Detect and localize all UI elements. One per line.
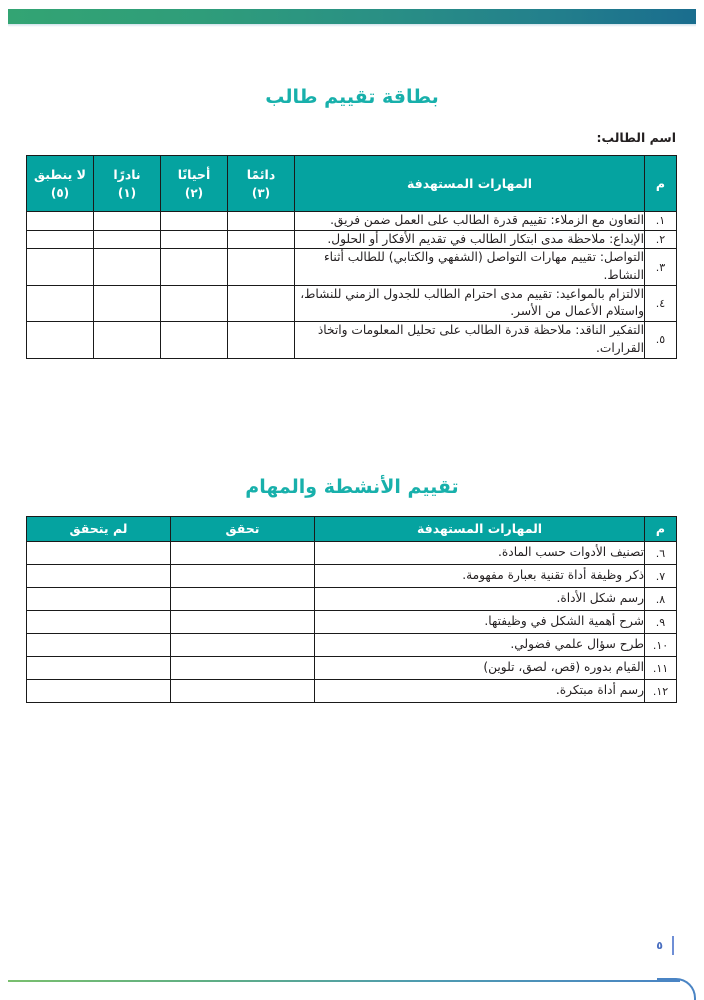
- rating-checkbox-cell-not-applicable[interactable]: [27, 285, 94, 321]
- column-header-target-skills: المهارات المستهدفة: [295, 156, 645, 212]
- column-header-always: [228, 156, 295, 212]
- table-row: [27, 565, 677, 588]
- rating-checkbox-cell-always[interactable]: [228, 285, 295, 321]
- result-checkbox-cell-achieved[interactable]: [171, 565, 315, 588]
- rating-checkbox-cell-always[interactable]: [228, 249, 295, 285]
- rating-checkbox-cell-rarely[interactable]: [94, 230, 161, 249]
- footer-corner-curve: [657, 978, 696, 1000]
- task-description: رسم أداة مبتكرة.: [315, 680, 645, 703]
- header-bar-shadow: [8, 24, 696, 27]
- rating-label-not-applicable: لا ينطبق: [33, 166, 86, 182]
- column-header-not-achieved: لم يتحقق: [27, 517, 171, 542]
- rating-checkbox-cell-sometimes[interactable]: [161, 230, 228, 249]
- result-checkbox-cell-not-achieved[interactable]: [27, 588, 171, 611]
- page-number-value: ٥: [656, 939, 663, 952]
- rating-checkbox-cell-always[interactable]: [228, 212, 295, 231]
- result-checkbox-cell-achieved[interactable]: [171, 634, 315, 657]
- rating-checkbox-cell-rarely[interactable]: [94, 212, 161, 231]
- table-row: [27, 542, 677, 565]
- rating-checkbox-cell-not-applicable[interactable]: [27, 249, 94, 285]
- rating-score-rarely: (١): [117, 185, 137, 200]
- table-row: [27, 230, 677, 249]
- table-row: [27, 588, 677, 611]
- row-number: ٥.: [645, 322, 677, 358]
- result-checkbox-cell-not-achieved[interactable]: [27, 542, 171, 565]
- table-row: [27, 212, 677, 231]
- rating-score-always: (٣): [251, 185, 271, 200]
- rating-checkbox-cell-rarely[interactable]: [94, 249, 161, 285]
- row-number: ١.: [645, 212, 677, 231]
- task-description: القيام بدوره (قص، لصق، تلوين): [315, 657, 645, 680]
- rating-checkbox-cell-rarely[interactable]: [94, 285, 161, 321]
- table-header-row: [27, 156, 677, 212]
- skill-description: التفكير الناقد: ملاحظة قدرة الطالب على تحليل المعلومات واتخاذ القرارات.: [295, 322, 645, 358]
- skill-description: الالتزام بالمواعيد: تقييم مدى احترام الطالب للجدول الزمني للنشاط، واستلام الأعمال من الأسر.: [295, 285, 645, 321]
- column-header-number: م: [645, 156, 677, 212]
- rating-checkbox-cell-rarely[interactable]: [94, 322, 161, 358]
- row-number: ٣.: [645, 249, 677, 285]
- rating-checkbox-cell-sometimes[interactable]: [161, 249, 228, 285]
- row-number: ٩.: [645, 611, 677, 634]
- task-description: طرح سؤال علمي فضولي.: [315, 634, 645, 657]
- skill-description: التواصل: تقييم مهارات التواصل (الشفهي والكتابي) للطالب أثناء النشاط.: [295, 249, 645, 285]
- result-checkbox-cell-not-achieved[interactable]: [27, 565, 171, 588]
- task-description: ذكر وظيفة أداة تقنية بعبارة مفهومة.: [315, 565, 645, 588]
- section-title-activities-and-tasks: تقييم الأنشطة والمهام: [245, 476, 459, 498]
- task-description: تصنيف الأدوات حسب المادة.: [315, 542, 645, 565]
- column-header-not-applicable: [27, 156, 94, 212]
- table-row: [27, 634, 677, 657]
- table-row: [27, 680, 677, 703]
- column-header-number: م: [645, 517, 677, 542]
- rating-checkbox-cell-not-applicable[interactable]: [27, 230, 94, 249]
- student-name-label: اسم الطالب:: [596, 130, 676, 145]
- rating-score-sometimes: (٢): [184, 185, 204, 200]
- result-checkbox-cell-not-achieved[interactable]: [27, 634, 171, 657]
- row-number: ٢.: [645, 230, 677, 249]
- rating-score-not-applicable: (٥): [50, 185, 70, 200]
- table-row: [27, 657, 677, 680]
- result-checkbox-cell-not-achieved[interactable]: [27, 611, 171, 634]
- result-checkbox-cell-achieved[interactable]: [171, 588, 315, 611]
- rating-checkbox-cell-always[interactable]: [228, 322, 295, 358]
- rating-checkbox-cell-sometimes[interactable]: [161, 285, 228, 321]
- table-row: [27, 285, 677, 321]
- rating-checkbox-cell-sometimes[interactable]: [161, 322, 228, 358]
- row-number: ٧.: [645, 565, 677, 588]
- row-number: ٨.: [645, 588, 677, 611]
- table-row: [27, 322, 677, 358]
- footer-gradient-line: [8, 980, 680, 982]
- rating-checkbox-cell-sometimes[interactable]: [161, 212, 228, 231]
- column-header-sometimes: [161, 156, 228, 212]
- skill-description: الإبداع: ملاحظة مدى ابتكار الطالب في تقديم الأفكار أو الحلول.: [295, 230, 645, 249]
- footer-divider-rule: [672, 936, 674, 955]
- rating-checkbox-cell-always[interactable]: [228, 230, 295, 249]
- rating-checkbox-cell-not-applicable[interactable]: [27, 212, 94, 231]
- result-checkbox-cell-achieved[interactable]: [171, 611, 315, 634]
- row-number: ١٠.: [645, 634, 677, 657]
- rating-checkbox-cell-not-applicable[interactable]: [27, 322, 94, 358]
- row-number: ١٢.: [645, 680, 677, 703]
- result-checkbox-cell-achieved[interactable]: [171, 657, 315, 680]
- result-checkbox-cell-not-achieved[interactable]: [27, 657, 171, 680]
- rating-label-sometimes: أحيانًا: [177, 166, 211, 182]
- page-title-student-evaluation-card: بطاقة تقييم طالب: [265, 86, 439, 108]
- column-header-achieved: تحقق: [171, 517, 315, 542]
- column-header-rarely: [94, 156, 161, 212]
- skills-evaluation-table: [26, 155, 677, 359]
- rating-label-rarely: نادرًا: [113, 166, 141, 182]
- row-number: ١١.: [645, 657, 677, 680]
- table-row: [27, 611, 677, 634]
- table-header-row: [27, 517, 677, 542]
- table-row: [27, 249, 677, 285]
- row-number: ٤.: [645, 285, 677, 321]
- header-gradient-bar: [8, 9, 696, 24]
- skill-description: التعاون مع الزملاء: تقييم قدرة الطالب على العمل ضمن فريق.: [295, 212, 645, 231]
- rating-label-always: دائمًا: [246, 166, 276, 182]
- footer-page-number: [656, 936, 674, 955]
- result-checkbox-cell-achieved[interactable]: [171, 542, 315, 565]
- task-description: رسم شكل الأداة.: [315, 588, 645, 611]
- row-number: ٦.: [645, 542, 677, 565]
- result-checkbox-cell-not-achieved[interactable]: [27, 680, 171, 703]
- task-description: شرح أهمية الشكل في وظيفتها.: [315, 611, 645, 634]
- tasks-evaluation-table: [26, 516, 677, 703]
- column-header-target-skills: المهارات المستهدفة: [315, 517, 645, 542]
- result-checkbox-cell-achieved[interactable]: [171, 680, 315, 703]
